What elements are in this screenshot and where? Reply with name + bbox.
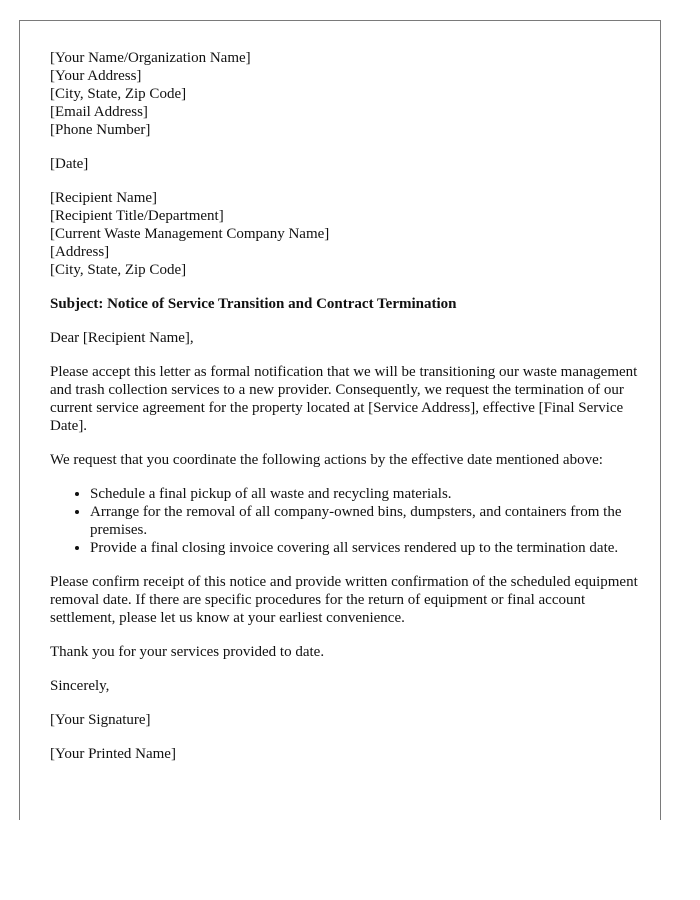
body-paragraph-3: Please confirm receipt of this notice and provide written confirmation of the scheduled equipment removal date. If there are specific procedures for the return of equipment or final account settlement, please let us know at your earliest convenience.	[50, 574, 638, 626]
salutation: Dear [Recipient Name],	[50, 330, 194, 346]
action-item: • Schedule a final pickup of all waste and recycling materials.	[90, 485, 640, 503]
action-item: • Arrange for the removal of all company-owned bins, dumpsters, and containers from the premises.	[90, 503, 640, 539]
recipient-city-state-zip: [City, State, Zip Code]	[50, 262, 187, 278]
letter-page	[19, 20, 661, 820]
body-paragraph-4: Thank you for your services provided to date.	[50, 644, 325, 660]
body-paragraph-2: We request that you coordinate the following actions by the effective date mentioned above:	[50, 452, 603, 468]
sender-email: [Email Address]	[50, 104, 148, 120]
sender-phone: [Phone Number]	[50, 122, 151, 138]
closing: Sincerely,	[50, 678, 110, 694]
recipient-address: [Address]	[50, 244, 110, 260]
recipient-company: [Current Waste Management Company Name]	[50, 226, 330, 242]
sender-address: [Your Address]	[50, 68, 142, 84]
subject-line: Subject: Notice of Service Transition and Contract Termination	[50, 296, 457, 312]
action-item: • Provide a final closing invoice covering all services rendered up to the termination date.	[90, 539, 640, 557]
action-list	[50, 485, 640, 557]
sender-block	[50, 49, 660, 139]
signature: [Your Signature]	[50, 712, 151, 728]
recipient-name: [Recipient Name]	[50, 190, 158, 206]
body-paragraph-1: Please accept this letter as formal notification that we will be transitioning our waste management and trash collection services to a new provider. Consequently, we request the termination of our current service agreement for the property located at [Service Address], effective [Final Service Date].	[50, 364, 638, 434]
printed-name: [Your Printed Name]	[50, 746, 176, 762]
recipient-title: [Recipient Title/Department]	[50, 208, 224, 224]
date-block	[50, 155, 660, 173]
sender-name: [Your Name/Organization Name]	[50, 50, 251, 66]
sender-city-state-zip: [City, State, Zip Code]	[50, 86, 187, 102]
letter-date: [Date]	[50, 156, 89, 172]
recipient-block	[50, 189, 660, 279]
